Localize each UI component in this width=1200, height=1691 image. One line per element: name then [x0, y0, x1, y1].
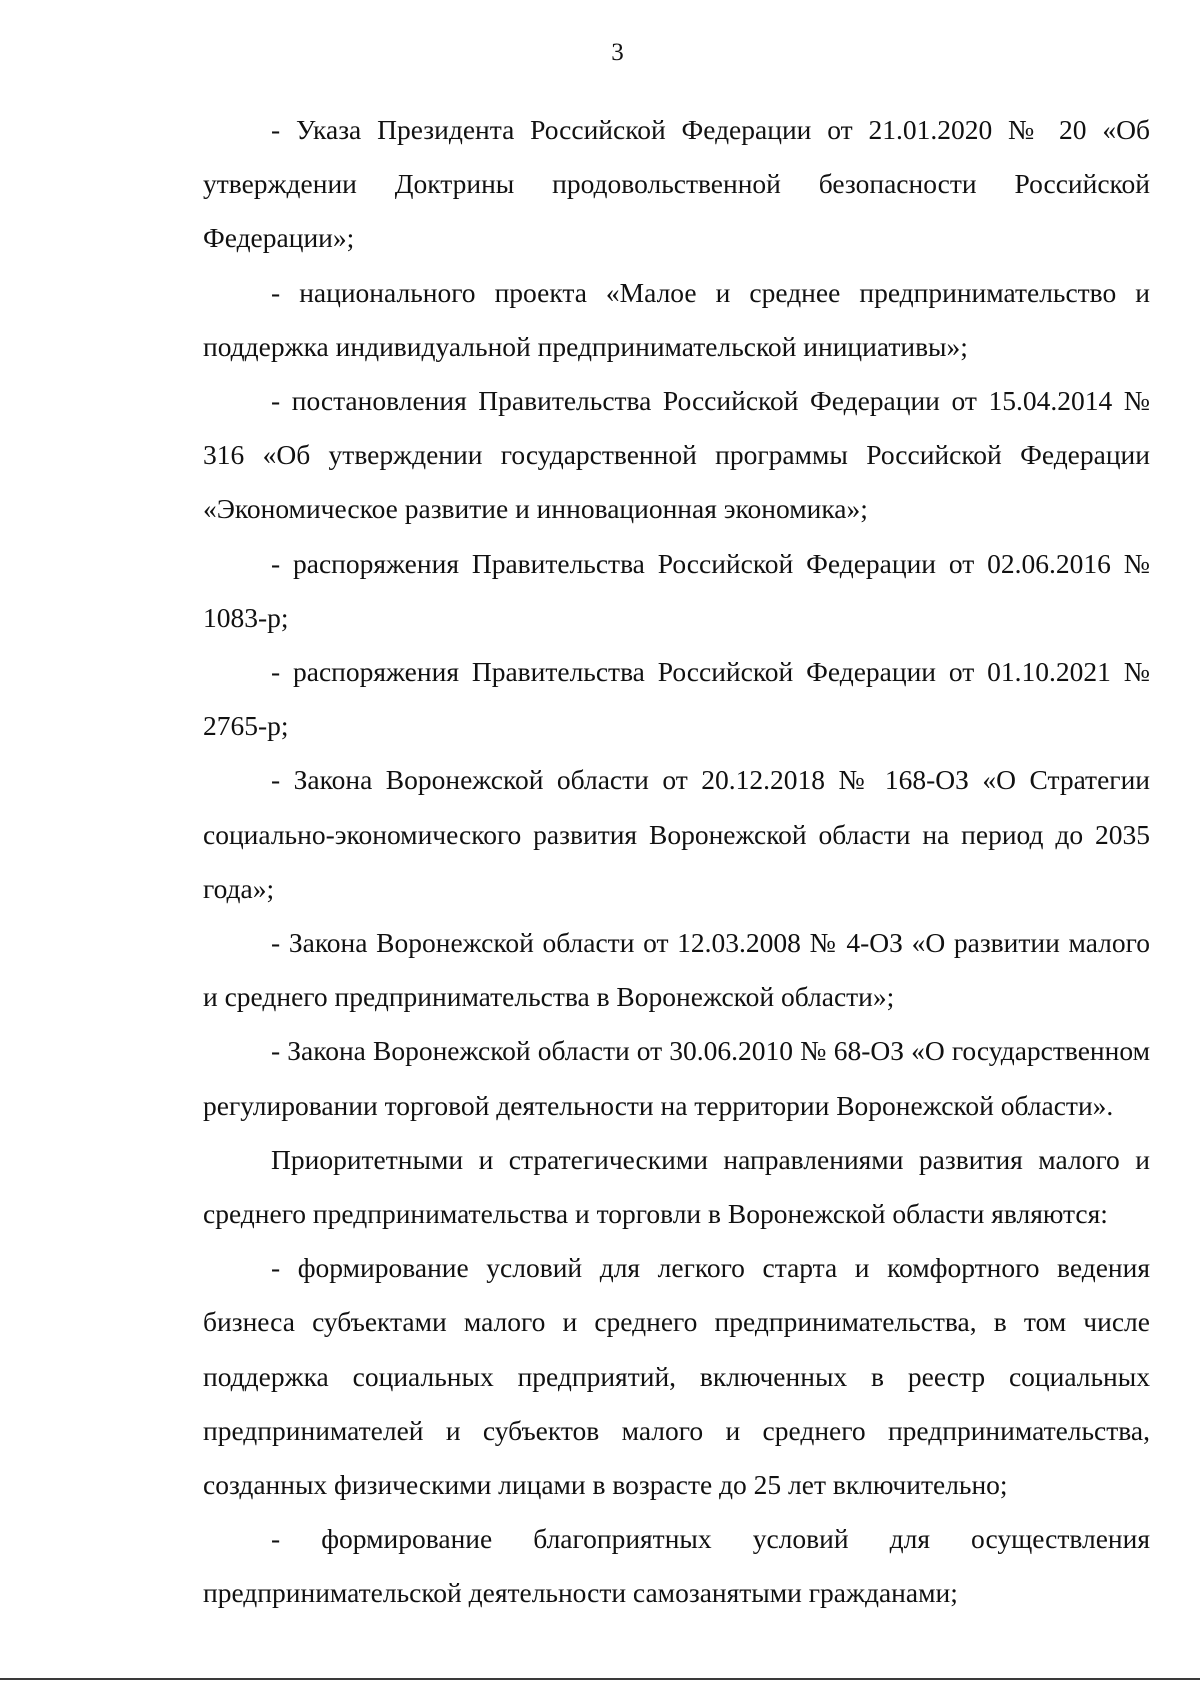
list-item-government-order-2765: - распоряжения Правительства Российской Федерации от 01.10.2021 № 2765-р;: [203, 656, 1150, 742]
list-item-national-project: - национального проекта «Малое и среднее предпринимательство и поддержка индивидуальной предпринимательской инициативы»;: [203, 276, 1150, 362]
list-item-regional-law-4: - Закона Воронежской области от 12.03.2008 № 4-ОЗ «О развитии малого и среднего предпринимательства в Воронежской области»;: [203, 927, 1150, 1013]
page-number: 3: [611, 39, 624, 66]
priority-item-business-start: - формирование условий для легкого старта и комфортного ведения бизнеса субъектами малого и среднего предпринимательства, в том числе поддержка социальных предприятий, включенных в реестр социальных предпринимателей и субъектов малого и среднего предпринимательства, созданных физическими лицами в возрасте до 25 лет включительно;: [203, 1252, 1150, 1501]
list-item-regional-law-68: - Закона Воронежской области от 30.06.2010 № 68-ОЗ «О государственном регулировании торговой деятельности на территории Воронежской области».: [203, 1035, 1150, 1121]
priorities-intro-paragraph: Приоритетными и стратегическими направлениями развития малого и среднего предпринимательства и торговли в Воронежской области являются:: [203, 1143, 1150, 1230]
list-item-government-order-1083: - распоряжения Правительства Российской Федерации от 02.06.2016 № 1083-р;: [203, 547, 1150, 633]
document-body: [203, 103, 1150, 1621]
bottom-scan-edge-line: [0, 1678, 1200, 1680]
list-item-regional-law-168: - Закона Воронежской области от 20.12.2018 № 168-ОЗ «О Стратегии социально-экономического развития Воронежской области на период до 2035 года»;: [203, 764, 1150, 904]
list-item-presidential-decree: - Указа Президента Российской Федерации от 21.01.2020 № 20 «Об утверждении Доктрины продовольственной безопасности Российской Федерации»;: [203, 114, 1150, 254]
list-item-government-resolution: - постановления Правительства Российской Федерации от 15.04.2014 № 316 «Об утверждении государственной программы Российской Федерации «Экономическое развитие и инновационная экономика»;: [203, 385, 1150, 525]
priority-item-self-employed: - формирование благоприятных условий для осуществления предпринимательской деятельности самозанятыми гражданами;: [203, 1523, 1150, 1609]
